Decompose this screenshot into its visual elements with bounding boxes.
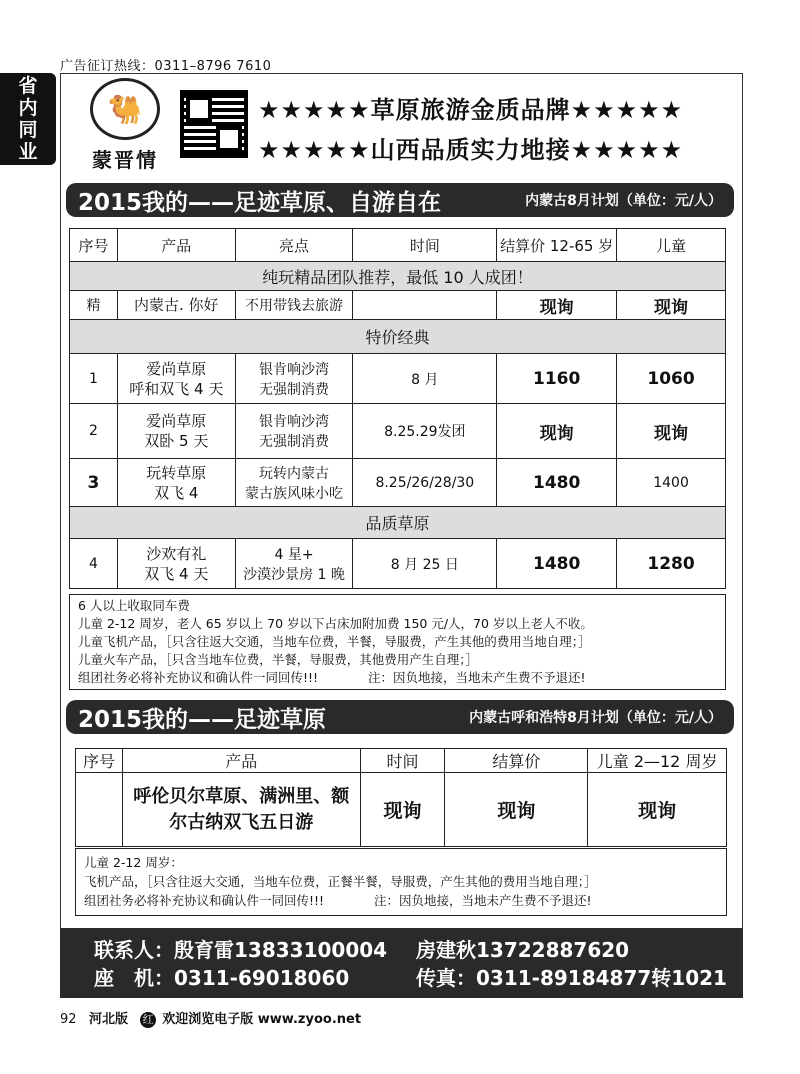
section-title: 纯玩精品团队推荐，最低 10 人成团！ [70,262,726,291]
page-footer [60,1008,361,1028]
cell-no: 精 [70,291,118,320]
highlight-line: 蒙古族风味小吃 [245,485,344,502]
section-row [70,262,726,291]
product-route: 呼和双飞 4 天 [129,379,224,398]
page-number: 92 [60,1012,77,1027]
cell-time [353,291,497,320]
banner-subtitle: 内蒙古8月计划（单位：元/人） [525,193,722,209]
cell-product [117,539,235,589]
section-banner-1 [66,183,734,217]
cell-no: 1 [70,354,118,404]
cell-product [117,354,235,404]
cell-child-price: 现询 [588,773,727,847]
highlight-line: 银肯响沙湾 [259,414,330,430]
cell-child-price: 1280 [617,539,726,589]
cell-child-price: 1400 [617,459,726,507]
table-row [70,354,726,404]
cell-price: 1480 [497,459,617,507]
logo-text: 蒙晋情 [92,148,158,172]
highlight-line: 银肯响沙湾 [259,361,330,378]
side-tab-char: 内 [18,97,38,119]
section-row [70,320,726,354]
section-side-tab [0,73,56,165]
product-route: 双飞 4 [154,483,199,502]
cell-highlight [235,354,353,404]
edition-label: 河北版 [88,1012,128,1027]
highlight-line: 无强制消费 [259,434,330,450]
side-tab-char: 同 [18,119,38,141]
cell-child-price: 现询 [617,291,726,320]
col-header: 亮点 [235,229,353,262]
col-header: 儿童 2—12 周岁 [588,749,727,773]
highlight-line: 沙漠沙景房 1 晚 [243,566,345,583]
banner-title: 2015我的——足迹草原、自游自在 [78,189,442,216]
note-line: 儿童火车产品，［只含当地车位费，半餐，导服费，其他费用产生自理；］ [78,652,479,667]
highlight-line: 无强制消费 [259,381,330,398]
col-header: 时间 [360,749,445,773]
col-header: 产品 [117,229,235,262]
august-plan-table [69,228,726,589]
cell-price: 现询 [445,773,588,847]
col-header: 结算价 12-65 岁 [497,229,617,262]
product-name: 玩转草原 [146,463,207,482]
section-title: 特价经典 [70,320,726,354]
notes-box-1 [69,594,726,690]
note-line: 6 人以上收取同车费 [78,598,190,613]
cell-time: 8.25/26/28/30 [353,459,497,507]
table-header-row [76,749,727,773]
cell-time: 8 月 [353,354,497,404]
col-header: 序号 [76,749,123,773]
side-tab-char: 业 [18,141,38,163]
contact-bar [60,928,743,998]
note-line: 儿童飞机产品，［只含往返大交通，当地车位费，半餐，导服费，产生其他的费用当地自理；］ [78,634,591,649]
cell-child-price: 现询 [617,404,726,459]
product-name: 尔古纳双飞五日游 [169,811,314,833]
cell-time: 8 月 25 日 [353,539,497,589]
product-name: 沙欢有礼 [146,544,207,563]
cell-time: 现询 [360,773,445,847]
cell-product: 内蒙古. 你好 [117,291,235,320]
notes-box-2 [75,848,727,916]
highlight-line: 玩转内蒙古 [259,465,330,482]
product-route: 双卧 5 天 [144,432,209,450]
note-line: 儿童 2-12 周岁： [84,855,183,870]
cell-price: 现询 [497,404,617,459]
cell-no: 2 [70,404,118,459]
company-logo [86,78,164,170]
side-tab-char: 省 [18,75,38,97]
cell-highlight [235,539,353,589]
col-header: 序号 [70,229,118,262]
table-header-row [70,229,726,262]
cell-price: 1480 [497,539,617,589]
cell-highlight [235,404,353,459]
cell-price: 现询 [497,291,617,320]
cell-product [117,459,235,507]
brand-badge-icon: 红 [140,1012,156,1028]
website-text: 欢迎浏览电子版 www.zyoo.net [162,1012,362,1027]
cell-highlight [235,459,353,507]
product-name: 呼伦贝尔草原、满洲里、额 [133,785,350,807]
cell-child-price: 1060 [617,354,726,404]
section-title: 品质草原 [70,507,726,539]
cell-no: 4 [70,539,118,589]
col-header: 时间 [353,229,497,262]
note-line: 儿童 2-12 周岁，老人 65 岁以上 70 岁以下占床加附加费 150 元/人，70 岁以上老人不收。 [78,616,593,631]
table-row [76,773,727,847]
note-line: 组团社务必将补充协议和确认件一同回传!!! 注：因负地接，当地未产生费不予退还! [78,670,586,685]
product-name: 爱尚草原 [146,359,207,378]
col-header: 儿童 [617,229,726,262]
contact-person: 房建秋13722887620 [416,938,630,962]
note-line: 组团社务必将补充协议和确认件一同回传!!! 注：因负地接，当地未产生费不予退还! [84,893,592,908]
cell-no [76,773,123,847]
highlight-line: 4 星+ [274,546,314,563]
cell-no: 3 [70,459,118,507]
contact-fax: 传真：0311-89184877转1021 [416,966,727,990]
product-name: 爱尚草原 [146,412,207,430]
slogan-gold-brand: ★★★★★草原旅游金质品牌★★★★★ [258,96,684,124]
cell-highlight: 不用带钱去旅游 [235,291,353,320]
contact-person: 联系人：殷育雷13833100004 [94,938,388,962]
cell-product [117,404,235,459]
cell-product [122,773,360,847]
banner-subtitle: 内蒙古呼和浩特8月计划（单位：元/人） [469,710,722,726]
note-line: 飞机产品，［只含往返大交通，当地车位费，正餐半餐，导服费，产生其他的费用当地自理；］ [84,874,597,889]
ad-hotline: 广告征订热线：0311–8796 7610 [60,59,272,74]
section-row [70,507,726,539]
table-row [70,404,726,459]
qr-code-icon [180,90,248,158]
col-header: 产品 [122,749,360,773]
camel-logo-icon: 🐫 [90,78,160,140]
slogan-local-service: ★★★★★山西品质实力地接★★★★★ [258,136,684,164]
product-route: 双飞 4 天 [144,564,209,583]
section-banner-2 [66,700,734,734]
contact-phone: 座 机：0311-69018060 [94,966,350,990]
table-row [70,539,726,589]
col-header: 结算价 [445,749,588,773]
cell-time: 8.25.29发团 [353,404,497,459]
banner-title: 2015我的——足迹草原 [78,706,327,733]
cell-price: 1160 [497,354,617,404]
table-row [70,459,726,507]
hohhot-plan-table [75,748,727,847]
table-row [70,291,726,320]
